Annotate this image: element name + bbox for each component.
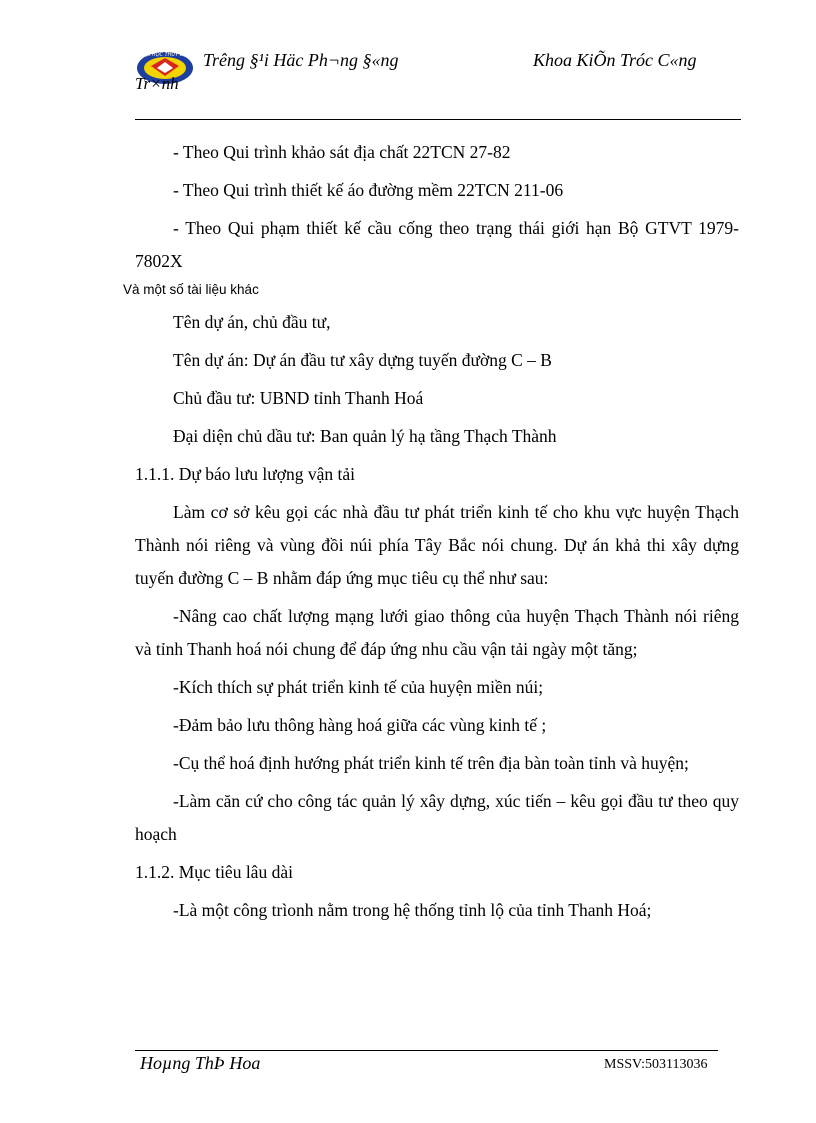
paragraph: Chủ đầu tư: UBND tỉnh Thanh Hoá bbox=[173, 388, 424, 408]
paragraph: -Cụ thể hoá định hướng phát triển kinh tế trên địa bàn toàn tỉnh và huyện; bbox=[173, 753, 689, 773]
paragraph: -Nâng cao chất lượng mạng lưới giao thông của huyện Thạch Thành nói riêng và tỉnh Thanh hoá nói chung để đáp ứng nhu cầu vận tải ngày một tăng; bbox=[135, 606, 739, 659]
section-heading: 1.1.2. Mục tiêu lâu dài bbox=[135, 862, 293, 882]
paragraph: - Theo Qui trình thiết kế áo đường mềm 22TCN 211-06 bbox=[173, 180, 564, 200]
faculty-name: Khoa KiÕn Tróc C«ng bbox=[533, 50, 697, 70]
header-rule bbox=[135, 119, 741, 120]
paragraph: Làm cơ sở kêu gọi các nhà đầu tư phát triển kinh tế cho khu vực huyện Thạch Thành nói riêng và vùng đồi núi phía Tây Bắc nói chung. Dự án khả thi xây dựng tuyến đường C – B nhằm đáp ứng mục tiêu cụ thể như sau: bbox=[135, 502, 739, 588]
school-name-cont: Tr×nh bbox=[135, 74, 179, 93]
student-id: MSSV:503113036 bbox=[604, 1057, 708, 1072]
paragraph-small: Và một số tài liệu khác bbox=[123, 282, 259, 297]
page-header bbox=[135, 48, 735, 98]
section-heading: 1.1.1. Dự báo lưu lượng vận tải bbox=[135, 464, 355, 484]
paragraph: -Làm căn cứ cho công tác quản lý xây dựng, xúc tiến – kêu gọi đầu tư theo quy hoạch bbox=[135, 791, 739, 844]
paragraph: Tên dự án: Dự án đầu tư xây dựng tuyến đường C – B bbox=[173, 350, 552, 370]
author-name: Hoµng ThÞ Hoa bbox=[140, 1053, 261, 1073]
logo-text: ĐẠI HỌC THỦY LỢI bbox=[141, 52, 189, 58]
school-name: Trêng §¹i Häc Ph¬ng §«ng bbox=[203, 50, 399, 70]
paragraph: - Theo Qui trình khảo sát địa chất 22TCN 27-82 bbox=[173, 142, 511, 162]
paragraph: Đại diện chủ dầu tư: Ban quản lý hạ tầng Thạch Thành bbox=[173, 426, 557, 446]
footer-rule bbox=[135, 1050, 718, 1051]
paragraph: Tên dự án, chủ đầu tư, bbox=[173, 312, 331, 332]
document-body bbox=[123, 136, 739, 927]
paragraph: -Đảm bảo lưu thông hàng hoá giữa các vùng kinh tế ; bbox=[173, 715, 547, 735]
paragraph: -Là một công trìonh nằm trong hệ thống tỉnh lộ của tỉnh Thanh Hoá; bbox=[173, 900, 652, 920]
paragraph: -Kích thích sự phát triển kinh tế của huyện miền núi; bbox=[173, 677, 544, 697]
paragraph: - Theo Qui phạm thiết kế cầu cống theo trạng thái giới hạn Bộ GTVT 1979-7802X bbox=[135, 218, 739, 271]
